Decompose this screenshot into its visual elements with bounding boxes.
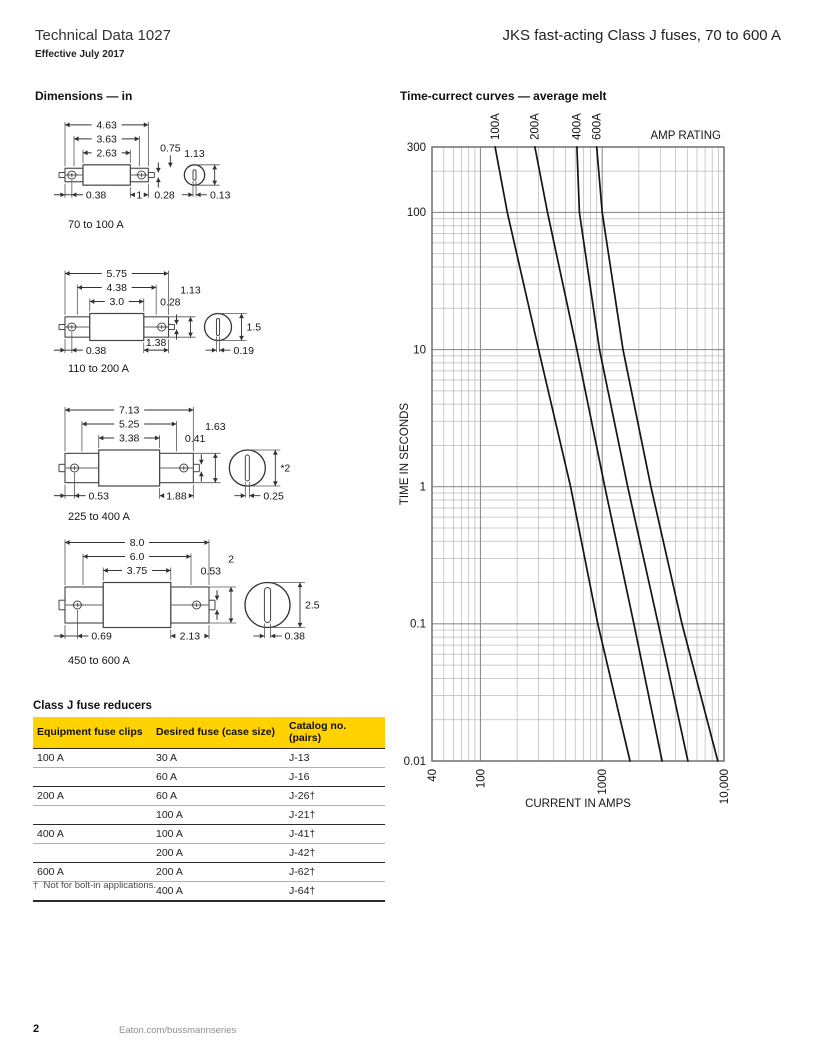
table-row	[33, 863, 385, 882]
x-tick-label: 40	[426, 769, 439, 782]
x-axis-title: CURRENT IN AMPS	[525, 798, 631, 810]
reducers-table-title: Class J fuse reducers	[33, 700, 152, 712]
x-tick-label: 10,000	[718, 769, 731, 805]
cell-catalog: J-41†	[285, 825, 385, 844]
col-header-desired-fuse: Desired fuse (case size)	[152, 717, 285, 749]
dim-label: 1.5	[246, 321, 262, 334]
dim-label: 5.75	[106, 268, 127, 281]
dim-label: 0.41	[184, 433, 206, 445]
doc-title: Technical Data 1027	[35, 27, 171, 44]
curve-100A	[495, 147, 630, 761]
fuse-reducers-table	[33, 717, 385, 902]
diagram-caption: 110 to 200 A	[68, 363, 129, 375]
table-row	[33, 844, 385, 863]
diagram-caption: 70 to 100 A	[68, 219, 124, 231]
dim-label: 3.75	[126, 565, 148, 578]
dim-label: 4.38	[106, 282, 127, 295]
y-tick-label: 100	[406, 207, 426, 220]
chart-heading: Time-currect curves — average melt	[400, 89, 607, 103]
cell-fuse: 100 A	[152, 806, 285, 825]
dim-label: 0.53	[88, 490, 109, 503]
cell-catalog: J-62†	[285, 863, 385, 882]
dim-label: 6.0	[129, 551, 145, 564]
dim-label: 3.38	[118, 432, 140, 445]
table-footnote: † Not for bolt-in applications.	[33, 880, 157, 891]
cell-fuse: 60 A	[152, 787, 285, 806]
cell-clips: 400 A	[33, 825, 152, 844]
curve-label: 100A	[489, 113, 502, 140]
cell-catalog: J-16	[285, 768, 385, 787]
y-axis-title: TIME IN SECONDS	[399, 402, 411, 506]
table-header-row	[33, 717, 385, 749]
cell-catalog: J-64†	[285, 882, 385, 902]
dim-label: 5.25	[118, 418, 140, 431]
dim-label: 1	[136, 189, 143, 202]
dim-label: 0.25	[263, 490, 284, 503]
y-tick-label: 10	[413, 344, 426, 357]
dim-label: 2.13	[179, 630, 201, 643]
dim-label: 0.53	[200, 565, 221, 578]
cell-catalog: J-42†	[285, 844, 385, 863]
y-tick-label: 0.01	[403, 755, 426, 768]
cell-clips	[33, 768, 152, 787]
dim-label: 1.13	[180, 284, 201, 297]
dim-label: 2	[228, 553, 234, 566]
dim-label: 3.0	[109, 296, 125, 309]
dim-label: 1.88	[166, 490, 187, 503]
cell-fuse: 30 A	[156, 752, 178, 764]
dim-label: 0.28	[160, 296, 181, 309]
diagram-caption: 225 to 400 A	[68, 511, 130, 523]
curve-label: 400A	[571, 113, 584, 140]
dimensions-heading: Dimensions — in	[35, 89, 133, 103]
dim-label: 0.69	[91, 630, 112, 643]
amp-rating-label: AMP RATING	[650, 130, 721, 142]
time-current-curves-chart	[395, 105, 816, 820]
cell-catalog: J-13	[289, 752, 310, 764]
dim-label: 2.5	[305, 599, 320, 612]
dim-label: 3.63	[96, 133, 117, 146]
dim-label: 8.0	[129, 537, 145, 550]
y-tick-label: 300	[406, 141, 426, 154]
dim-label: 0.19	[233, 344, 254, 357]
fuse-diagram-110-200a	[35, 258, 380, 394]
col-header-equipment-clips: Equipment fuse clips	[33, 717, 152, 749]
cell-clips: 100 A	[37, 752, 64, 764]
table-row	[33, 825, 385, 844]
dim-label: 1.63	[205, 421, 226, 433]
website-link[interactable]: Eaton.com/bussmannseries	[119, 1025, 237, 1036]
fuse-diagram-225-400a	[35, 396, 380, 538]
cell-fuse: 200 A	[152, 863, 285, 882]
curve-400A	[577, 147, 688, 761]
dim-label: 2.63	[96, 147, 117, 160]
effective-date: Effective July 2017	[35, 49, 125, 60]
col-header-catalog-no: Catalog no. (pairs)	[285, 717, 385, 749]
page-number: 2	[33, 1023, 40, 1035]
dim-label: 0.13	[210, 189, 231, 202]
table-row	[33, 787, 385, 806]
cell-fuse: 200 A	[152, 844, 285, 863]
cell-clips	[33, 844, 152, 863]
cell-catalog: J-21†	[285, 806, 385, 825]
cell-clips: 200 A	[33, 787, 152, 806]
dim-label: 1.13	[184, 147, 205, 160]
cell-fuse: 60 A	[152, 768, 285, 787]
cell-catalog: J-26†	[285, 787, 385, 806]
dim-label: 0.75	[160, 142, 181, 155]
y-tick-label: 1	[419, 481, 426, 494]
cell-fuse: 400 A	[152, 882, 285, 902]
fuse-diagram-450-600a	[35, 534, 380, 686]
dim-label: 0.38	[85, 189, 107, 202]
table-row	[33, 806, 385, 825]
dim-label: 4.63	[96, 119, 117, 132]
table-row	[33, 749, 385, 768]
cell-clips: 600 A	[33, 863, 152, 882]
product-title: JKS fast-acting Class J fuses, 70 to 600 A	[502, 27, 781, 44]
y-tick-label: 0.1	[410, 618, 426, 631]
cell-fuse: 100 A	[152, 825, 285, 844]
x-tick-label: 1000	[597, 769, 610, 795]
curve-label: 200A	[529, 113, 542, 140]
dim-label: 0.38	[284, 630, 306, 643]
dim-label: 0.28	[154, 189, 175, 202]
table-row	[33, 768, 385, 787]
x-tick-label: 100	[475, 769, 488, 789]
fuse-diagram-70-100a	[35, 112, 380, 252]
cell-clips	[33, 806, 152, 825]
diagram-caption: 450 to 600 A	[68, 655, 130, 667]
dim-label: 1.38	[145, 337, 167, 350]
dim-label: 7.13	[118, 404, 140, 417]
curve-600A	[597, 147, 718, 761]
curve-label: 600A	[591, 113, 604, 140]
dim-label: 0.38	[85, 344, 107, 357]
dim-label: *2	[280, 462, 291, 475]
